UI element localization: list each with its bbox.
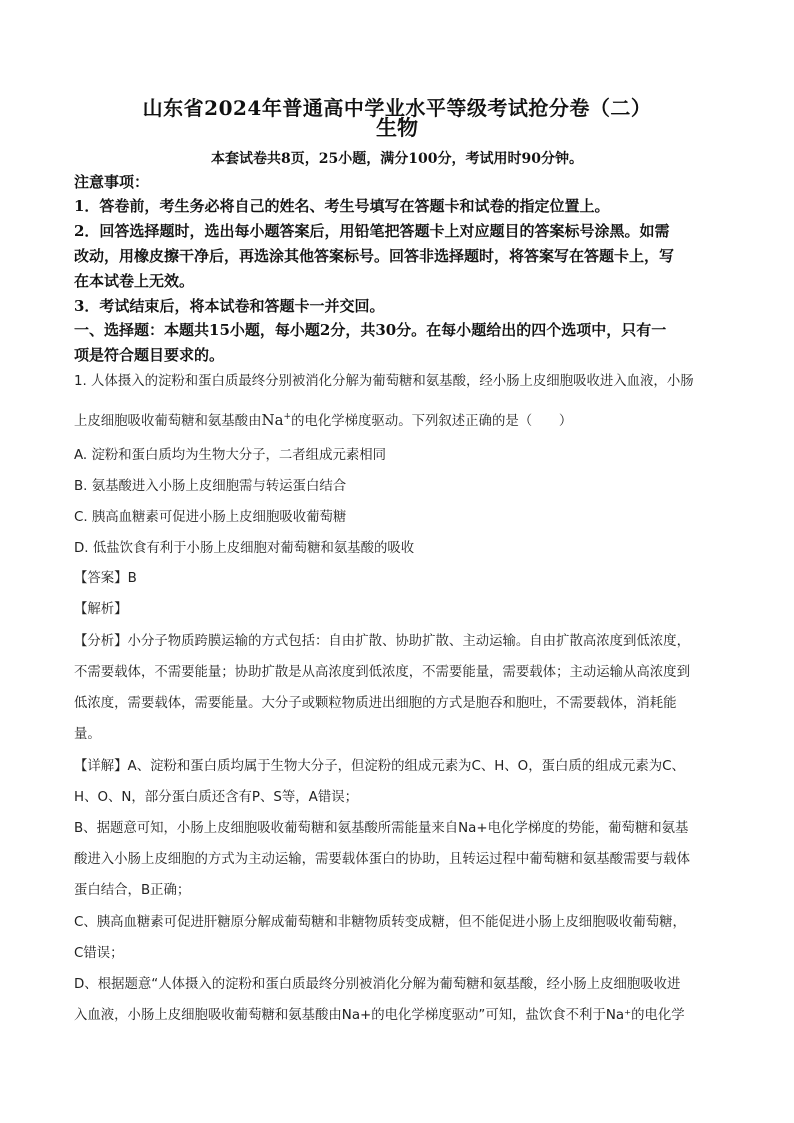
analysis-line: 酸进入小肠上皮细胞的方式为主动运输，需要载体蛋白的协助，且转运过程中葡萄糖和氨基酸需要与载体 xyxy=(74,852,690,867)
analysis-line: B、据题意可知，小肠上皮细胞吸收葡萄糖和氨基酸所需能量来自Na+电化学梯度的势能，葡萄糖和氨基 xyxy=(74,821,689,836)
exam-title: 山东省2024年普通高中学业水平等级考试抢分卷（二） xyxy=(142,96,652,120)
analysis-line: 量。 xyxy=(74,727,101,742)
exam-meta: 本套试卷共8页，25小题，满分100分，考试用时90分钟。 xyxy=(211,151,583,167)
analysis-line: 入血液，小肠上皮细胞吸收葡萄糖和氨基酸由Na+的电化学梯度驱动”可知，盐饮食不利于Na⁺的电化学 xyxy=(74,1008,685,1023)
question-stem-pre: 上皮细胞吸收葡萄糖和氨基酸由 xyxy=(74,414,262,429)
notice-line: 改动，用橡皮擦干净后，再选涂其他答案标号。回答非选择题时，将答案写在答题卡上，写 xyxy=(74,247,675,265)
option-d: D. 低盐饮食有利于小肠上皮细胞对葡萄糖和氨基酸的吸收 xyxy=(74,541,415,556)
analysis-line: 低浓度，需要载体，需要能量。大分子或颗粒物质进出细胞的方式是胞吞和胞吐，不需要载体，消耗能 xyxy=(74,696,677,711)
question-stem: 1. 人体摄入的淀粉和蛋白质最终分别被消化分解为葡萄糖和氨基酸，经小肠上皮细胞吸收进入血液，小肠 xyxy=(74,374,694,389)
sodium-ion xyxy=(261,411,291,429)
analysis-line: 【详解】A、淀粉和蛋白质均属于生物大分子，但淀粉的组成元素为C、H、O，蛋白质的组成元素为C、 xyxy=(74,759,685,774)
analysis-line: C错误； xyxy=(74,946,124,961)
ion-charge: + xyxy=(283,412,292,422)
option-a: A. 淀粉和蛋白质均为生物大分子，二者组成元素相同 xyxy=(74,448,387,463)
notice-line: 3．考试结束后，将本试卷和答题卡一并交回。 xyxy=(74,297,385,315)
notice-heading: 注意事项： xyxy=(74,173,150,191)
question-stem-post: 的电化学梯度驱动。下列叙述正确的是（ ） xyxy=(291,414,573,429)
subject-title: 生物 xyxy=(376,115,418,140)
option-c: C. 胰高血糖素可促进小肠上皮细胞吸收葡萄糖 xyxy=(74,510,347,525)
notice-line: 1．答卷前，考生务必将自己的姓名、考生号填写在答题卡和试卷的指定位置上。 xyxy=(74,197,610,215)
ion-symbol: Na xyxy=(261,411,284,429)
answer-line xyxy=(74,569,724,589)
analysis-line: 不需要载体，不需要能量；协助扩散是从高浓度到低浓度，不需要能量，需要载体；主动运输从高浓度到 xyxy=(74,665,690,680)
question-stem xyxy=(74,410,724,432)
analysis-line: H、O、N，部分蛋白质还含有P、S等，A错误； xyxy=(74,790,359,805)
section-heading: 一、选择题：本题共15小题，每小题2分，共30分。在每小题给出的四个选项中，只有一 xyxy=(74,321,667,339)
section-heading: 项是符合题目要求的。 xyxy=(74,346,225,364)
answer-value: B xyxy=(127,571,137,586)
analysis-line: 【分析】小分子物质跨膜运输的方式包括：自由扩散、协助扩散、主动运输。自由扩散高浓度到低浓度， xyxy=(74,634,690,649)
analysis-line: 蛋白结合，B正确； xyxy=(74,883,191,898)
notice-line: 在本试卷上无效。 xyxy=(74,272,195,290)
analysis-line: C、胰高血糖素可促进肝糖原分解成葡萄糖和非糖物质转变成糖，但不能促进小肠上皮细胞吸收葡萄糖， xyxy=(74,915,686,930)
analysis-line: D、根据题意“人体摄入的淀粉和蛋白质最终分别被消化分解为葡萄糖和氨基酸，经小肠上皮细胞吸收进 xyxy=(74,977,681,992)
notice-line: 2．回答选择题时，选出每小题答案后，用铅笔把答题卡上对应题目的答案标号涂黑。如需 xyxy=(74,222,670,240)
answer-label: 【答案】 xyxy=(74,571,128,586)
option-b: B. 氨基酸进入小肠上皮细胞需与转运蛋白结合 xyxy=(74,479,347,494)
analysis-label: 【解析】 xyxy=(74,602,128,617)
